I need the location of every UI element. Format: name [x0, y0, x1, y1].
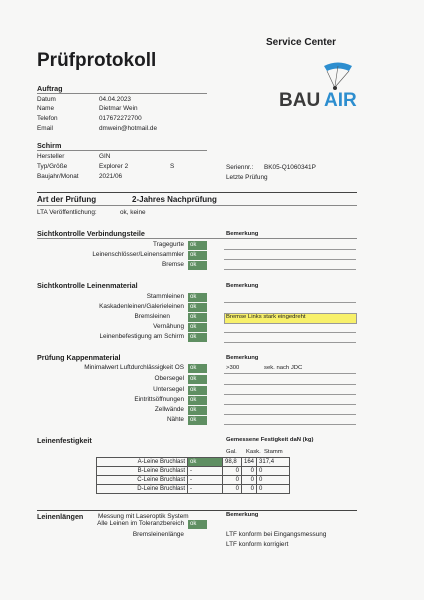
auftrag-datum-value: 04.04.2023 — [99, 96, 131, 103]
letzte-pruefung-label: Letzte Prüfung — [226, 174, 268, 181]
row-label: C-Leine Bruchlast — [97, 476, 188, 485]
kappen-item-label: Zellwände — [154, 406, 184, 413]
table-row — [97, 467, 290, 476]
auftrag-name-label: Name — [37, 105, 55, 112]
verbindung-item-label: Leinenschlösser/Leinensammler — [92, 251, 184, 258]
schirm-hersteller-label: Hersteller — [37, 153, 65, 160]
kappen-item-label: Untersegel — [153, 386, 184, 393]
status-badge: ok — [188, 520, 207, 529]
status-badge: ok — [188, 261, 207, 270]
status-badge: ok — [188, 406, 207, 415]
schirm-baujahr-value: 2021/06 — [99, 173, 123, 180]
auftrag-telefon-value: 017672272700 — [99, 115, 142, 122]
verbindung-item-label: Tragegurte — [152, 241, 184, 248]
status-cell: - — [188, 476, 223, 485]
status-badge: ok — [188, 396, 207, 405]
pruefung-value: 2-Jahres Nachprüfung — [132, 195, 217, 204]
leinen-item-label: Stammleinen — [146, 293, 184, 300]
verbindung-item-label: Bremse — [161, 261, 184, 268]
status-badge: ok — [188, 323, 207, 332]
schirm-typ-value: Explorer 2 — [99, 163, 129, 170]
kappen-item-label: Obersegel — [154, 375, 184, 382]
value-cell: 0 — [223, 485, 242, 494]
status-badge: ok — [188, 364, 207, 373]
kappen-remark-b: sek. nach JDC — [264, 365, 303, 371]
lta-label: LTA Veröffentlichung: — [37, 209, 97, 216]
schirm-hersteller-value: GIN — [99, 153, 111, 160]
leinen-remark: Bremse Links stark eingedreht — [226, 314, 306, 320]
schirm-typ-label: Typ/Größe — [37, 163, 68, 170]
value-cell: 0 — [242, 485, 257, 494]
kappen-heading: Prüfung Kappenmaterial — [37, 353, 121, 362]
status-cell: - — [188, 467, 223, 476]
auftrag-datum-label: Datum — [37, 96, 56, 103]
status-badge: ok — [188, 458, 223, 467]
value-cell: 317,4 — [257, 458, 290, 467]
leinen-item-label: Kaskadenleinen/Galerieleinen — [99, 303, 184, 310]
service-center-label: Service Center — [266, 37, 337, 48]
value-cell: 98,8 — [223, 458, 242, 467]
status-badge: ok — [188, 303, 207, 312]
value-cell: 0 — [242, 467, 257, 476]
laengen-heading: Leinenlängen — [37, 512, 84, 521]
serial-label: Seriennr.: — [226, 164, 254, 171]
festigkeit-heading: Leinenfestigkeit — [37, 436, 92, 445]
page-title: Prüfprotokoll — [37, 50, 157, 71]
leinen-item-label: Leinenbefestigung am Schirm — [99, 333, 184, 340]
festigkeit-subheading: Gemessene Festigkeit daN (kg) — [226, 437, 314, 443]
auftrag-email-value: dmwein@hotmail.de — [99, 125, 157, 132]
auftrag-email-label: Email — [37, 125, 53, 132]
festigkeit-table — [96, 457, 290, 494]
value-cell: 0 — [257, 467, 290, 476]
toleranz-label: Alle Leinen im Toleranzbereich — [97, 520, 184, 527]
status-cell: - — [188, 485, 223, 494]
serial-value: BK05-Q1060341P — [264, 164, 316, 171]
kappen-remark-a: >300 — [226, 365, 240, 371]
status-badge: ok — [188, 251, 207, 260]
status-badge: ok — [188, 386, 207, 395]
table-row — [97, 476, 290, 485]
status-badge: ok — [188, 293, 207, 302]
row-label: A-Leine Bruchlast — [97, 458, 188, 467]
col-kask: Kask. — [246, 449, 261, 455]
value-cell: 0 — [257, 485, 290, 494]
col-stamm: Stamm — [264, 449, 283, 455]
leinen-item-label: Bremsleinen — [134, 313, 170, 320]
auftrag-telefon-label: Telefon — [37, 115, 58, 122]
logo-text-bau: BAU — [279, 90, 321, 111]
laengen-remark-1: LTF konform bei Eingangsmessung — [226, 531, 327, 538]
status-badge: ok — [188, 313, 207, 322]
table-row — [97, 458, 290, 467]
status-badge: ok — [188, 333, 207, 342]
kappen-item-label: Eintrittsöffnungen — [134, 396, 184, 403]
kappen-bemerkung-label: Bemerkung — [226, 355, 259, 361]
value-cell: 0 — [223, 467, 242, 476]
auftrag-heading: Auftrag — [37, 84, 63, 93]
verbindung-bemerkung-label: Bemerkung — [226, 231, 259, 237]
laengen-remark-2: LTF konform korrigiert — [226, 541, 289, 548]
laengen-bemerkung-label: Bemerkung — [226, 512, 259, 518]
col-gal: Gal. — [226, 449, 237, 455]
value-cell: 0 — [257, 476, 290, 485]
status-badge: ok — [188, 416, 207, 425]
lta-value: ok, keine — [120, 209, 146, 216]
schirm-size-value: S — [170, 163, 175, 170]
table-row — [97, 485, 290, 494]
kappen-item-label: Minimalwert Luftdurchlässigkeit OS — [84, 364, 184, 371]
logo-text-air: AIR — [324, 90, 357, 111]
pruefung-label: Art der Prüfung — [37, 195, 97, 204]
leinen-item-label: Vernähung — [153, 323, 184, 330]
bauair-logo — [276, 60, 366, 112]
value-cell: 164 — [242, 458, 257, 467]
schirm-baujahr-label: Baujahr/Monat — [37, 173, 79, 180]
auftrag-name-value: Dietmar Wein — [99, 105, 138, 112]
laengen-method: Messung mit Laseroptik System — [98, 513, 189, 520]
status-badge: ok — [188, 241, 207, 250]
brems-label: Bremsleinenlänge — [132, 531, 184, 538]
value-cell: 0 — [242, 476, 257, 485]
schirm-heading: Schirm — [37, 141, 62, 150]
kappen-item-label: Nähte — [166, 416, 184, 423]
value-cell: 0 — [223, 476, 242, 485]
leinen-bemerkung-label: Bemerkung — [226, 283, 259, 289]
leinen-heading: Sichtkontrolle Leinenmaterial — [37, 281, 138, 290]
status-badge: ok — [188, 375, 207, 384]
verbindung-heading: Sichtkontrolle Verbindungsteile — [37, 229, 145, 238]
row-label: D-Leine Bruchlast — [97, 485, 188, 494]
row-label: B-Leine Bruchlast — [97, 467, 188, 476]
